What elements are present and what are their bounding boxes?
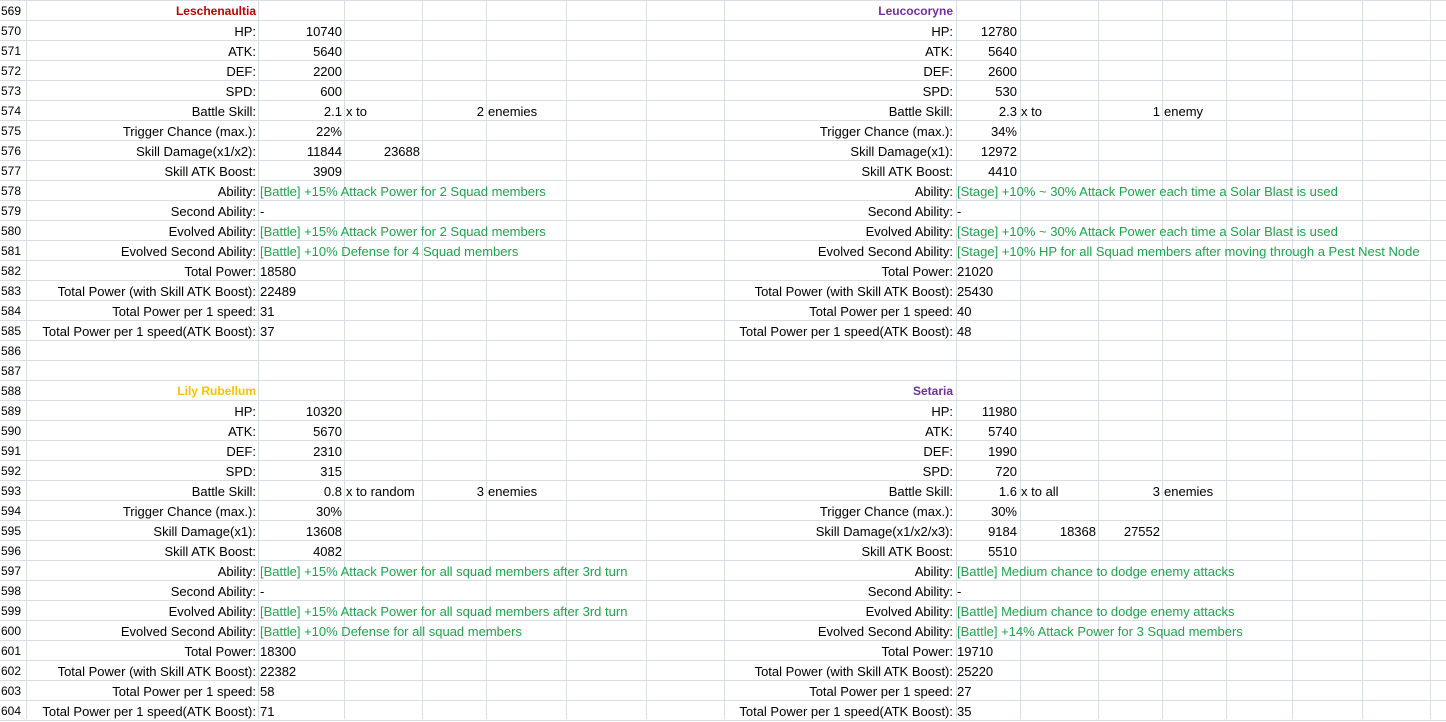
- ability-text[interactable]: [Battle] +10% Defense for all squad members: [260, 624, 522, 639]
- stat-label[interactable]: Total Power:: [184, 644, 256, 659]
- enemy-text[interactable]: enemies: [488, 484, 538, 499]
- stat-value[interactable]: 5640: [313, 44, 342, 59]
- stat-value[interactable]: 3909: [313, 164, 342, 179]
- sheet-row: [0, 21, 1446, 41]
- stat-label[interactable]: Evolved Ability:: [168, 604, 256, 619]
- sheet-row: [0, 101, 1446, 121]
- row-number[interactable]: 578: [1, 184, 22, 198]
- row-number[interactable]: 571: [1, 44, 22, 58]
- stat-value[interactable]: 13608: [305, 524, 342, 539]
- sheet-row: [0, 221, 1446, 241]
- stat-value[interactable]: 30%: [990, 504, 1017, 519]
- sheet-row: [0, 481, 1446, 501]
- stat-label[interactable]: Evolved Second Ability:: [120, 624, 256, 639]
- stat-label[interactable]: Skill Damage(x1):: [850, 144, 953, 159]
- stat-label[interactable]: ATK:: [925, 44, 953, 59]
- sheet-row: [0, 681, 1446, 701]
- stat-value[interactable]: 5740: [988, 424, 1017, 439]
- stat-label[interactable]: Evolved Second Ability:: [120, 244, 256, 259]
- stat-value[interactable]: 2200: [313, 64, 342, 79]
- sheet-row: [0, 521, 1446, 541]
- stat-label[interactable]: Ability:: [914, 564, 953, 579]
- sheet-row: [0, 501, 1446, 521]
- sheet-row: [0, 701, 1446, 721]
- ability-text[interactable]: [Battle] +10% Defense for 4 Squad members: [260, 244, 519, 259]
- row-number[interactable]: 593: [1, 484, 22, 498]
- stat-value[interactable]: 4410: [988, 164, 1017, 179]
- sheet-row: [0, 441, 1446, 461]
- ability-text[interactable]: [Battle] +15% Attack Power for all squad members after 3rd turn: [260, 604, 628, 619]
- stat-value[interactable]: 12780: [980, 24, 1017, 39]
- stat-label[interactable]: Second Ability:: [170, 204, 256, 219]
- stat-label[interactable]: SPD:: [225, 464, 256, 479]
- row-number[interactable]: 601: [1, 644, 22, 658]
- ability-text[interactable]: [Battle] Medium chance to dodge enemy attacks: [957, 604, 1235, 619]
- row-number[interactable]: 572: [1, 64, 22, 78]
- row-number[interactable]: 569: [1, 4, 22, 18]
- stat-value[interactable]: 30%: [315, 504, 342, 519]
- sheet-row: [0, 601, 1446, 621]
- stat-label[interactable]: Skill Damage(x1/x2):: [136, 144, 256, 159]
- sheet-row: [0, 41, 1446, 61]
- row-number[interactable]: 585: [1, 324, 22, 338]
- sheet-row: [0, 301, 1446, 321]
- enemy-text[interactable]: enemies: [488, 104, 538, 119]
- stat-label[interactable]: Total Power per 1 speed:: [112, 684, 256, 699]
- sheet-row: [0, 561, 1446, 581]
- stat-value[interactable]: 5640: [988, 44, 1017, 59]
- stat-label[interactable]: DEF:: [923, 444, 953, 459]
- stat-value[interactable]: 2.1: [323, 104, 342, 119]
- stat-label[interactable]: DEF:: [923, 64, 953, 79]
- sheet-row: [0, 361, 1446, 381]
- row-number[interactable]: 574: [1, 104, 22, 118]
- stat-value[interactable]: 5670: [313, 424, 342, 439]
- stat-label[interactable]: Total Power (with Skill ATK Boost):: [57, 664, 256, 679]
- stat-label[interactable]: Ability:: [914, 184, 953, 199]
- stat-label[interactable]: HP:: [931, 404, 953, 419]
- stat-label[interactable]: Skill ATK Boost:: [861, 544, 953, 559]
- value-text[interactable]: 35: [957, 704, 972, 719]
- stat-label[interactable]: Total Power:: [184, 264, 256, 279]
- sheet-row: [0, 401, 1446, 421]
- sheet-row: [0, 241, 1446, 261]
- stat-label[interactable]: HP:: [234, 24, 256, 39]
- stat-value[interactable]: 10320: [305, 404, 342, 419]
- row-number[interactable]: 586: [1, 344, 22, 358]
- stat-value[interactable]: 600: [320, 84, 342, 99]
- sheet-row: [0, 121, 1446, 141]
- value-text[interactable]: 40: [957, 304, 972, 319]
- value-text[interactable]: 25220: [957, 664, 994, 679]
- damage-value[interactable]: 18368: [1059, 524, 1096, 539]
- sheet-row: [0, 81, 1446, 101]
- count-value[interactable]: 2: [476, 104, 484, 119]
- ability-text[interactable]: [Stage] +10% HP for all Squad members after moving through a Pest Nest Node: [957, 244, 1420, 259]
- stat-label[interactable]: Battle Skill:: [888, 104, 953, 119]
- stat-value[interactable]: 4082: [313, 544, 342, 559]
- sheet-row: [0, 641, 1446, 661]
- stat-label[interactable]: Skill Damage(x1):: [153, 524, 256, 539]
- value-text[interactable]: 27: [957, 684, 972, 699]
- stat-value[interactable]: 2.3: [998, 104, 1017, 119]
- stat-value[interactable]: 720: [995, 464, 1017, 479]
- stat-label[interactable]: Evolved Ability:: [168, 224, 256, 239]
- stat-label[interactable]: Total Power per 1 speed:: [112, 304, 256, 319]
- skill-target-text[interactable]: x to random: [346, 484, 415, 499]
- row-number[interactable]: 587: [1, 364, 22, 378]
- row-number[interactable]: 589: [1, 404, 22, 418]
- stat-value[interactable]: 1990: [988, 444, 1017, 459]
- stat-label[interactable]: Evolved Ability:: [865, 224, 953, 239]
- count-value[interactable]: 3: [476, 484, 484, 499]
- row-number[interactable]: 581: [1, 244, 22, 258]
- ability-text[interactable]: [Battle] +15% Attack Power for all squad members after 3rd turn: [260, 564, 628, 579]
- row-number[interactable]: 598: [1, 584, 22, 598]
- row-number[interactable]: 576: [1, 144, 22, 158]
- damage-value[interactable]: 23688: [383, 144, 420, 159]
- stat-label[interactable]: Battle Skill:: [191, 104, 256, 119]
- stat-label[interactable]: HP:: [234, 404, 256, 419]
- value-text[interactable]: -: [957, 584, 962, 599]
- sheet-row: [0, 1, 1446, 21]
- stat-label[interactable]: Battle Skill:: [888, 484, 953, 499]
- stat-label[interactable]: Evolved Second Ability:: [817, 624, 953, 639]
- row-number[interactable]: 570: [1, 24, 22, 38]
- stat-label[interactable]: Trigger Chance (max.):: [122, 124, 256, 139]
- stat-label[interactable]: Total Power per 1 speed:: [809, 304, 953, 319]
- sheet-row: [0, 181, 1446, 201]
- stat-label[interactable]: Total Power (with Skill ATK Boost):: [57, 284, 256, 299]
- stat-label[interactable]: Evolved Ability:: [865, 604, 953, 619]
- stat-label[interactable]: Second Ability:: [170, 584, 256, 599]
- ability-text[interactable]: [Battle] Medium chance to dodge enemy attacks: [957, 564, 1235, 579]
- row-number[interactable]: 600: [1, 624, 22, 638]
- row-number[interactable]: 599: [1, 604, 22, 618]
- stat-label[interactable]: Trigger Chance (max.):: [819, 504, 953, 519]
- value-text[interactable]: 18300: [260, 644, 297, 659]
- character-name[interactable]: Lily Rubellum: [177, 384, 256, 398]
- sheet-row: [0, 201, 1446, 221]
- sheet-row: [0, 161, 1446, 181]
- stat-label[interactable]: Total Power (with Skill ATK Boost):: [754, 664, 953, 679]
- stat-label[interactable]: HP:: [931, 24, 953, 39]
- sheet-row: [0, 581, 1446, 601]
- row-number[interactable]: 580: [1, 224, 22, 238]
- stat-label[interactable]: ATK:: [925, 424, 953, 439]
- enemy-text[interactable]: enemy: [1164, 104, 1204, 119]
- stat-label[interactable]: DEF:: [226, 64, 256, 79]
- stat-value[interactable]: 315: [320, 464, 342, 479]
- stat-value[interactable]: 34%: [990, 124, 1017, 139]
- character-name[interactable]: Leschenaultia: [175, 4, 256, 18]
- stat-label[interactable]: Total Power:: [881, 644, 953, 659]
- stat-label[interactable]: Total Power per 1 speed(ATK Boost):: [739, 324, 953, 339]
- skill-target-text[interactable]: x to all: [1021, 484, 1059, 499]
- sheet-row: [0, 281, 1446, 301]
- skill-target-text[interactable]: x to: [1021, 104, 1042, 119]
- row-number[interactable]: 597: [1, 564, 22, 578]
- sheet-row: [0, 321, 1446, 341]
- value-text[interactable]: 58: [260, 684, 275, 699]
- sheet-row: [0, 461, 1446, 481]
- row-number[interactable]: 591: [1, 444, 22, 458]
- value-text[interactable]: -: [260, 204, 265, 219]
- stat-value[interactable]: 0.8: [323, 484, 342, 499]
- skill-target-text[interactable]: x to: [346, 104, 367, 119]
- row-number[interactable]: 588: [1, 384, 22, 398]
- value-text[interactable]: 48: [957, 324, 972, 339]
- value-text[interactable]: 19710: [957, 644, 994, 659]
- stat-value[interactable]: 11980: [981, 404, 1017, 419]
- ability-text[interactable]: [Stage] +10% ~ 30% Attack Power each time a Solar Blast is used: [957, 224, 1338, 239]
- value-text[interactable]: 18580: [260, 264, 297, 279]
- stat-value[interactable]: 9184: [988, 524, 1017, 539]
- stat-label[interactable]: Total Power per 1 speed(ATK Boost):: [739, 704, 953, 719]
- sheet-row: [0, 261, 1446, 281]
- row-number[interactable]: 592: [1, 464, 22, 478]
- value-text[interactable]: -: [957, 204, 962, 219]
- ability-text[interactable]: [Battle] +15% Attack Power for 2 Squad members: [260, 224, 546, 239]
- stat-value[interactable]: 2310: [313, 444, 342, 459]
- row-number[interactable]: 590: [1, 424, 22, 438]
- row-number[interactable]: 582: [1, 264, 22, 278]
- stat-label[interactable]: Total Power per 1 speed(ATK Boost):: [42, 324, 256, 339]
- row-number[interactable]: 596: [1, 544, 22, 558]
- count-value[interactable]: 27552: [1123, 524, 1160, 539]
- stat-label[interactable]: SPD:: [922, 84, 953, 99]
- stat-label[interactable]: ATK:: [228, 44, 256, 59]
- value-text[interactable]: 37: [260, 324, 275, 339]
- sheet-row: [0, 141, 1446, 161]
- row-number[interactable]: 603: [1, 684, 22, 698]
- sheet-row: [0, 541, 1446, 561]
- row-number[interactable]: 584: [1, 304, 22, 318]
- count-value[interactable]: 3: [1152, 484, 1160, 499]
- stat-label[interactable]: Total Power:: [881, 264, 953, 279]
- stat-label[interactable]: Skill ATK Boost:: [164, 544, 256, 559]
- stat-label[interactable]: Second Ability:: [867, 584, 953, 599]
- enemy-text[interactable]: enemies: [1164, 484, 1214, 499]
- count-value[interactable]: 1: [1152, 104, 1160, 119]
- stat-label[interactable]: SPD:: [922, 464, 953, 479]
- ability-text[interactable]: [Battle] +15% Attack Power for 2 Squad members: [260, 184, 546, 199]
- stat-label[interactable]: Ability:: [217, 184, 256, 199]
- row-number[interactable]: 577: [1, 164, 22, 178]
- value-text[interactable]: 25430: [957, 284, 994, 299]
- ability-text[interactable]: [Stage] +10% ~ 30% Attack Power each time a Solar Blast is used: [957, 184, 1338, 199]
- sheet-row: [0, 661, 1446, 681]
- value-text[interactable]: -: [260, 584, 265, 599]
- sheet-row: [0, 61, 1446, 81]
- row-number[interactable]: 573: [1, 84, 22, 98]
- stat-value[interactable]: 11844: [306, 144, 342, 159]
- value-text[interactable]: 22382: [260, 664, 297, 679]
- character-name[interactable]: Setaria: [912, 384, 953, 398]
- row-number[interactable]: 583: [1, 284, 22, 298]
- stat-label[interactable]: Total Power (with Skill ATK Boost):: [754, 284, 953, 299]
- sheet-row: [0, 341, 1446, 361]
- stat-label[interactable]: Skill Damage(x1/x2/x3):: [815, 524, 953, 539]
- stat-label[interactable]: Skill ATK Boost:: [861, 164, 953, 179]
- sheet-row: [0, 421, 1446, 441]
- row-number[interactable]: 594: [1, 504, 22, 518]
- ability-text[interactable]: [Battle] +14% Attack Power for 3 Squad members: [957, 624, 1243, 639]
- row-number[interactable]: 575: [1, 124, 22, 138]
- stat-label[interactable]: Total Power per 1 speed(ATK Boost):: [42, 704, 256, 719]
- stat-value[interactable]: 5510: [988, 544, 1017, 559]
- stat-label[interactable]: Skill ATK Boost:: [164, 164, 256, 179]
- sheet-row: [0, 621, 1446, 641]
- value-text[interactable]: 21020: [957, 264, 994, 279]
- value-text[interactable]: 31: [260, 304, 275, 319]
- stat-value[interactable]: 1.6: [998, 484, 1017, 499]
- row-number[interactable]: 579: [1, 204, 22, 218]
- stat-value[interactable]: 22%: [315, 124, 342, 139]
- stat-label[interactable]: Ability:: [217, 564, 256, 579]
- sheet-row: [0, 381, 1446, 401]
- stat-label[interactable]: ATK:: [228, 424, 256, 439]
- row-number[interactable]: 595: [1, 524, 22, 538]
- value-text[interactable]: 22489: [260, 284, 297, 299]
- row-number[interactable]: 602: [1, 664, 22, 678]
- stat-label[interactable]: DEF:: [226, 444, 256, 459]
- stat-label[interactable]: SPD:: [225, 84, 256, 99]
- stat-value[interactable]: 2600: [988, 64, 1017, 79]
- stat-label[interactable]: Battle Skill:: [191, 484, 256, 499]
- stat-label[interactable]: Second Ability:: [867, 204, 953, 219]
- value-text[interactable]: 71: [260, 704, 275, 719]
- row-number[interactable]: 604: [1, 704, 22, 718]
- stat-value[interactable]: 12972: [980, 144, 1017, 159]
- stat-label[interactable]: Trigger Chance (max.):: [122, 504, 256, 519]
- stat-value[interactable]: 530: [995, 84, 1017, 99]
- stat-value[interactable]: 10740: [305, 24, 342, 39]
- stat-label[interactable]: Evolved Second Ability:: [817, 244, 953, 259]
- stat-label[interactable]: Total Power per 1 speed:: [809, 684, 953, 699]
- character-name[interactable]: Leucocoryne: [878, 4, 953, 18]
- stat-label[interactable]: Trigger Chance (max.):: [819, 124, 953, 139]
